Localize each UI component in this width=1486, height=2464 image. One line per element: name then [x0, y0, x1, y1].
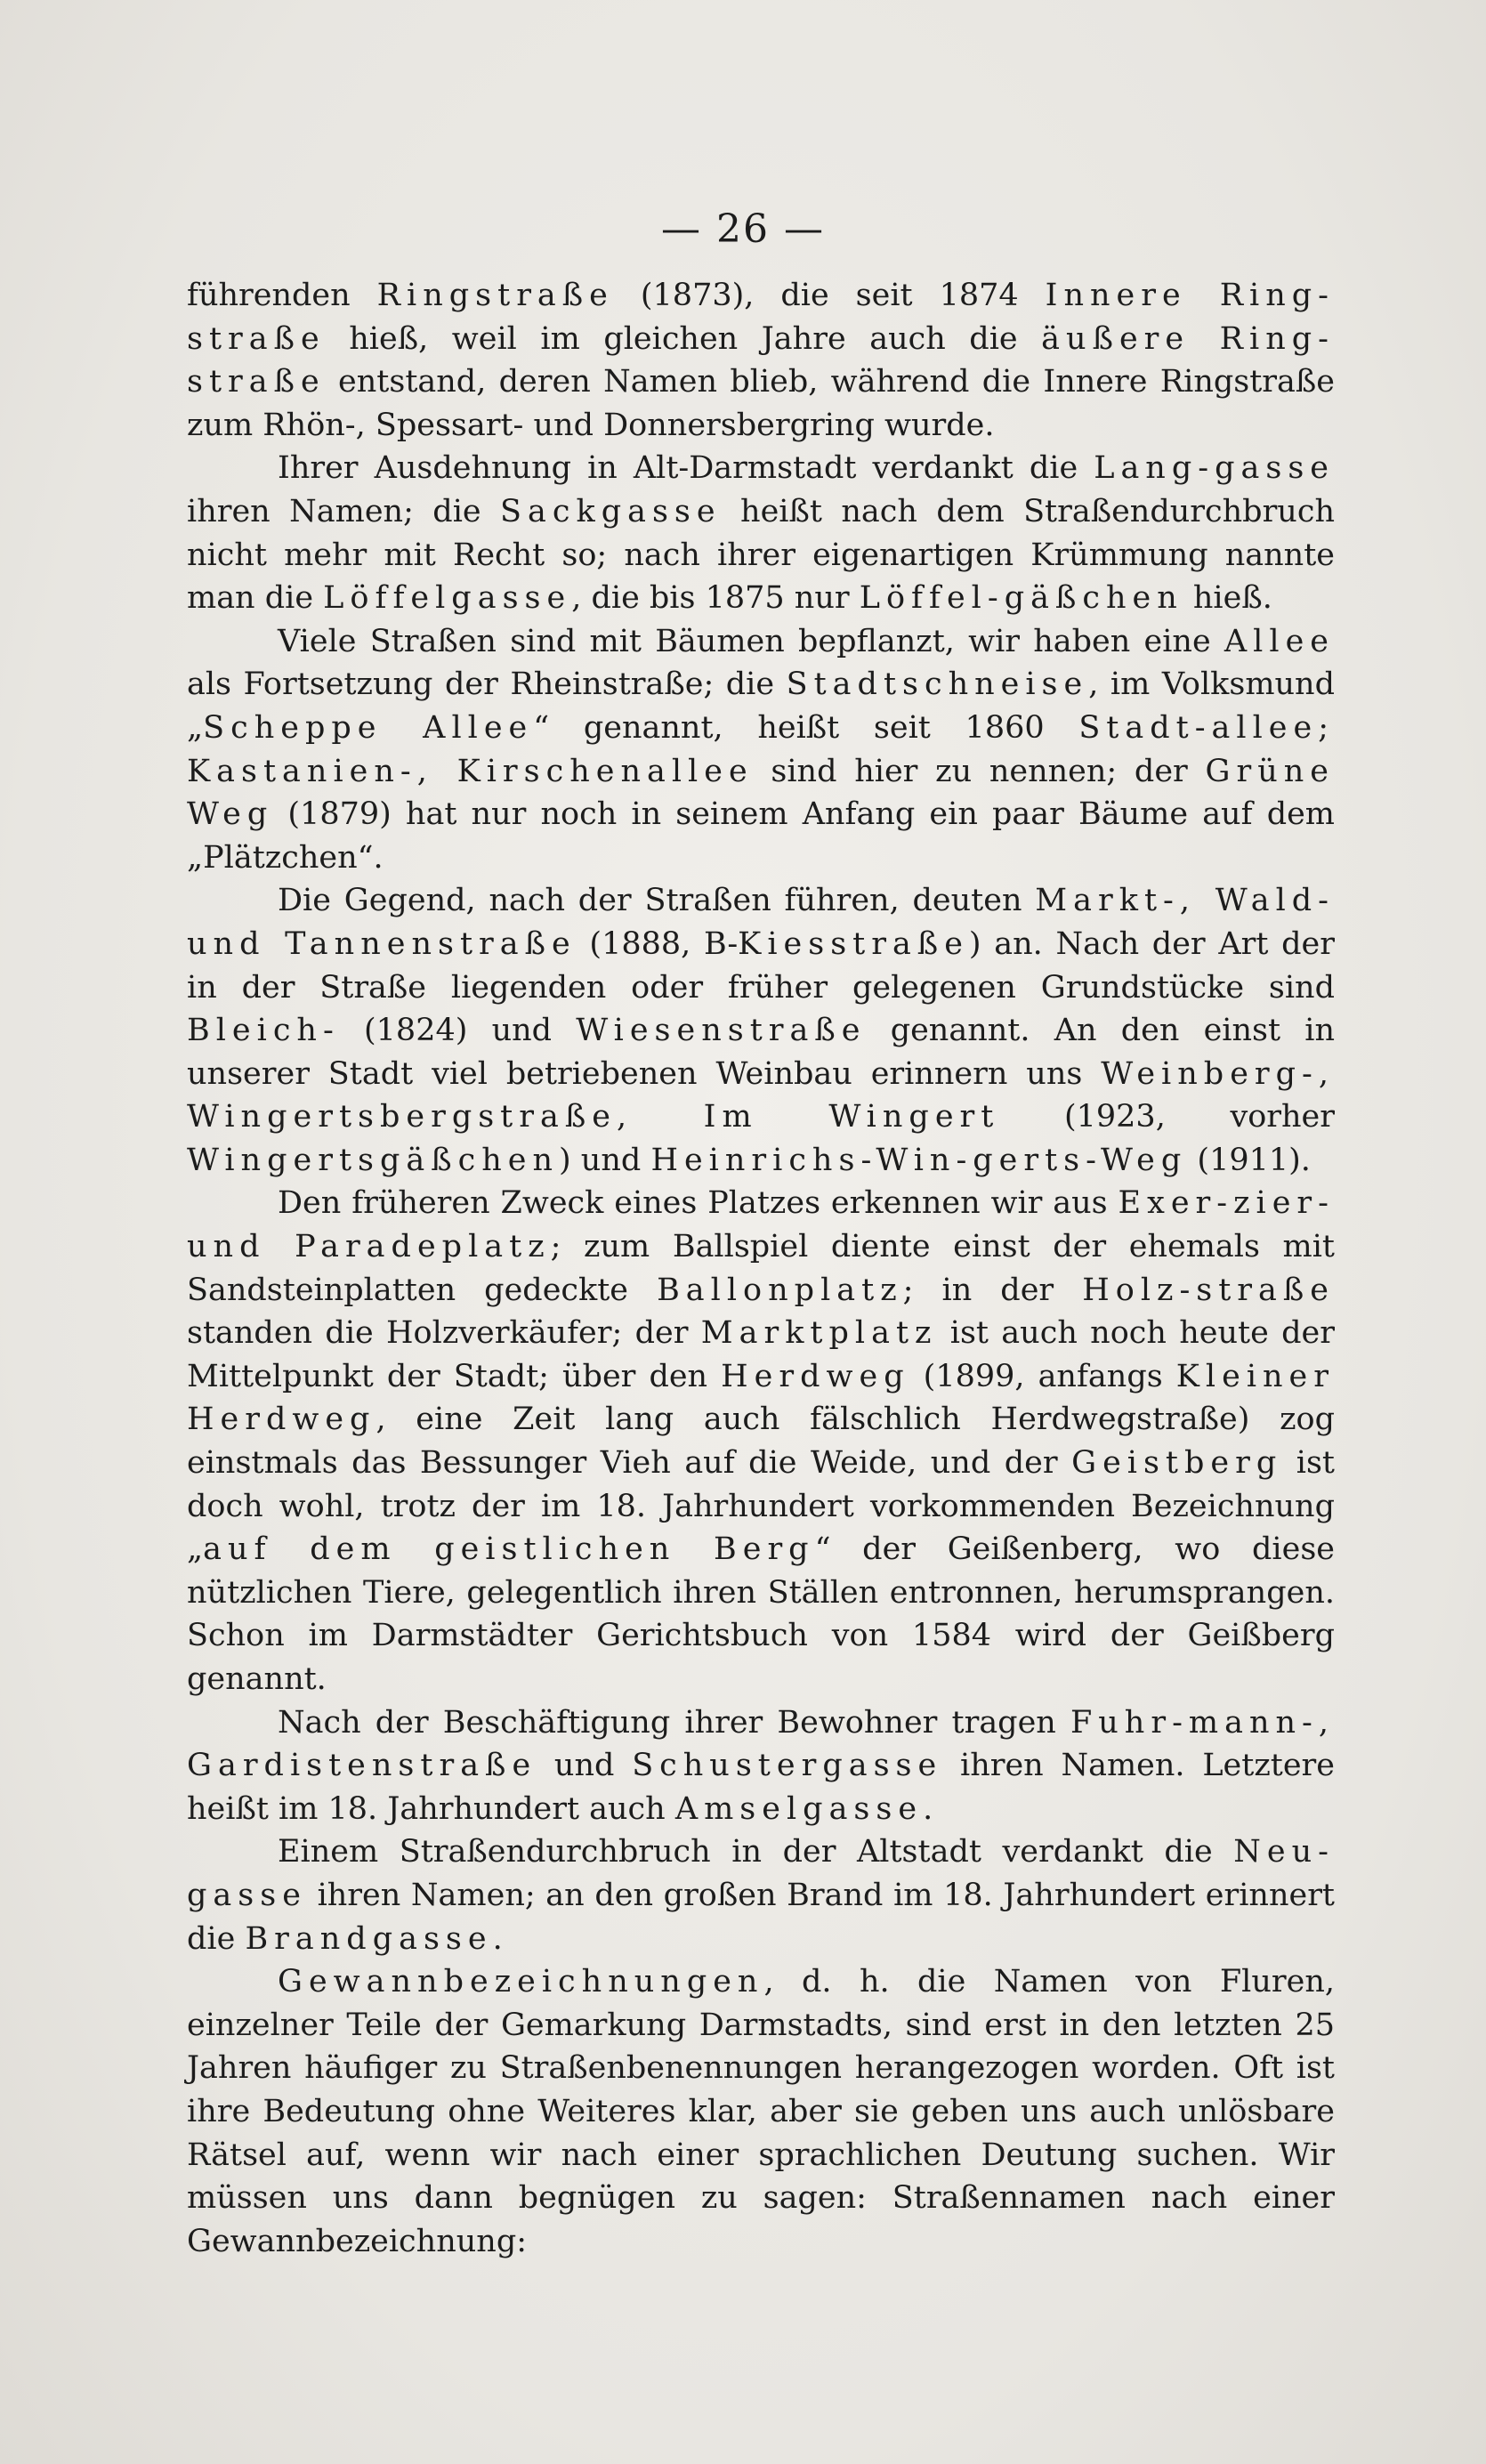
text-run: (1879) hat nur noch in seinem Anfang ein paar Bäume auf dem „Plätzchen“. — [187, 796, 1335, 876]
text-run: Ihrer Ausdehnung in Alt-Darmstadt verdankt die — [278, 450, 1094, 487]
text-run: (1899, anfangs — [909, 1358, 1176, 1394]
text-run: sind hier zu nennen; der — [753, 753, 1206, 789]
spaced-emphasis: Exer-zier- und Paradeplatz — [187, 1185, 1335, 1265]
text-run: ; in der — [902, 1272, 1083, 1308]
spaced-emphasis: Löffel-gäßchen — [859, 580, 1183, 617]
spaced-emphasis: Neu-gasse — [187, 1834, 1335, 1913]
text-run: ihren Namen. Letztere heißt im 18. Jahrhundert auch — [187, 1748, 1335, 1827]
spaced-emphasis: Ballonplatz — [657, 1272, 903, 1308]
spaced-emphasis: Holz-straße — [1082, 1272, 1335, 1308]
text-run: ihren Namen; an den großen Brand im 18. Jahrhundert erinnert die — [187, 1877, 1335, 1957]
text-run: (1888, B- — [576, 925, 739, 962]
text-run: (1873), die seit 1874 — [613, 278, 1046, 313]
text-run: . — [923, 1790, 933, 1827]
spaced-emphasis: Scheppe Allee — [203, 709, 534, 746]
paragraph — [187, 447, 1335, 619]
text-run: als Fortsetzung der Rheinstraße; die — [187, 666, 787, 703]
spaced-emphasis: Herdweg — [721, 1358, 910, 1394]
spaced-emphasis: Kleiner Herdweg — [187, 1358, 1335, 1438]
spaced-emphasis: Gewannbezeichnungen — [278, 1964, 764, 2000]
spaced-emphasis: Wiesenstraße — [576, 1013, 867, 1049]
spaced-emphasis: Schustergasse — [632, 1748, 943, 1784]
text-run: standen die Holzverkäufer; der — [187, 1315, 701, 1352]
spaced-emphasis: äußere Ring-straße — [187, 320, 1335, 400]
paragraph — [187, 1960, 1335, 2263]
text-run: “ genannt, heißt seit 1860 — [533, 709, 1079, 746]
text-run: . — [492, 1920, 503, 1957]
text-run: ) und — [559, 1142, 651, 1178]
spaced-emphasis: Stadt-allee; Kastanien-, Kirschenallee — [187, 709, 1335, 789]
spaced-emphasis: Grüne Weg — [187, 753, 1335, 833]
spaced-emphasis: Ringstraße — [376, 278, 614, 313]
page-number: — 26 — — [661, 206, 825, 252]
text-run: ist auch noch heute der Mittelpunkt der Stadt; über den — [187, 1315, 1335, 1394]
text-run: Nach der Beschäftigung ihrer Bewohner tragen — [278, 1704, 1070, 1741]
spaced-emphasis: Löffelgasse — [323, 580, 572, 617]
text-run: Viele Straßen sind mit Bäumen bepflanzt, wir haben eine — [278, 623, 1224, 659]
text-run: ) an. Nach der Art der in der Straße liegenden oder früher gelegenen Grundstücke sind — [187, 925, 1335, 1006]
paragraph — [187, 274, 1335, 447]
text-run: (1911). — [1187, 1142, 1311, 1178]
text-run: , die bis 1875 nur — [571, 580, 860, 617]
spaced-emphasis: Marktplatz — [700, 1315, 938, 1352]
paragraph — [187, 879, 1335, 1182]
spaced-emphasis: Markt-, Wald- und Tannenstraße — [187, 883, 1335, 962]
spaced-emphasis: Fuhr-mann-, Gardistenstraße — [187, 1704, 1335, 1784]
spaced-emphasis: auf dem geistlichen Berg — [203, 1531, 815, 1568]
spaced-emphasis: Wingertsgäßchen — [187, 1142, 560, 1178]
text-run: , im Volksmund „ — [187, 666, 1335, 746]
text-run: genannt. An den einst in unserer Stadt viel betriebenen Weinbau erinnern uns — [187, 1013, 1335, 1092]
paragraph — [187, 1701, 1335, 1831]
spaced-emphasis: Bleich- — [187, 1013, 340, 1049]
body-text — [187, 274, 1335, 2263]
spaced-emphasis: Brandgasse — [245, 1920, 493, 1957]
text-run: (1923, vorher — [999, 1099, 1336, 1135]
spaced-emphasis: Sackgasse — [500, 493, 722, 529]
spaced-emphasis: Stadtschneise — [786, 666, 1089, 703]
spaced-emphasis: Heinrichs-Win-gerts-Weg — [650, 1142, 1188, 1178]
text-run: und — [537, 1748, 633, 1784]
paragraph — [187, 620, 1335, 880]
paragraph — [187, 1182, 1335, 1701]
spaced-emphasis: Innere Ring-straße — [187, 278, 1336, 357]
spaced-emphasis: Lang-gasse — [1094, 450, 1335, 487]
spaced-emphasis: Amselgasse — [674, 1790, 924, 1827]
spaced-emphasis: Weinberg-, Wingertsbergstraße, Im Wingert — [187, 1055, 1335, 1135]
text-run: , d. h. die Namen von Fluren, einzelner Teile der Gemarkung Darmstadts, sind erst in den letzten 25 Jahren häufiger zu Straßenbenennungen herangezogen worden. Oft ist ihre Bedeutung ohne Weiteres klar, aber sie geben uns auch unlösbare Rätsel auf, wenn wir nach einer sprachlichen Deutung suchen. Wir müssen uns dann begnügen zu sagen: Straßennamen nach einer Gewannbezeichnung: — [187, 1964, 1335, 2259]
spaced-emphasis: Geistberg — [1071, 1445, 1283, 1482]
text-run: heißt nach dem Straßendurchbruch nicht mehr mit Recht so; nach ihrer eigenartigen Krümmung nannte man die — [187, 493, 1335, 617]
text-run: Einem Straßendurchbruch in der Altstadt verdankt die — [278, 1834, 1234, 1870]
text-run: (1824) und — [339, 1013, 577, 1049]
paragraph — [187, 1830, 1335, 1960]
text-run: Die Gegend, nach der Straßen führen, deuten — [278, 883, 1036, 919]
text-run: ihren Namen; die — [187, 493, 501, 529]
spaced-emphasis: Kiesstraße — [738, 925, 969, 962]
text-run: , eine Zeit lang auch fälschlich Herdwegstraße) zog einstmals das Bessunger Vieh auf die Weide, und der — [187, 1402, 1335, 1482]
spaced-emphasis: Allee — [1224, 623, 1335, 659]
text-run: hieß. — [1183, 580, 1272, 617]
text-run: Den früheren Zweck eines Platzes erkennen wir aus — [278, 1185, 1119, 1222]
text-run: entstand, deren Namen blieb, während die Innere Ringstraße zum Rhön-, Spessart- und Donnersbergring wurde. — [187, 364, 1335, 443]
text-run: ist doch wohl, trotz der im 18. Jahrhundert vorkommenden Bezeichnung „ — [187, 1445, 1335, 1568]
text-run: ; zum Ballspiel diente einst der ehemals mit Sandsteinplatten gedeckte — [187, 1229, 1335, 1308]
text-run: “ der Geißenberg, wo diese nützlichen Tiere, gelegentlich ihren Ställen entronnen, herumsprangen. Schon im Darmstädter Gerichtsbuch von 1584 wird der Geißberg genannt. — [187, 1531, 1335, 1697]
text-run: hieß, weil im gleichen Jahre auch die — [325, 320, 1042, 357]
text-run: führenden — [187, 278, 377, 313]
